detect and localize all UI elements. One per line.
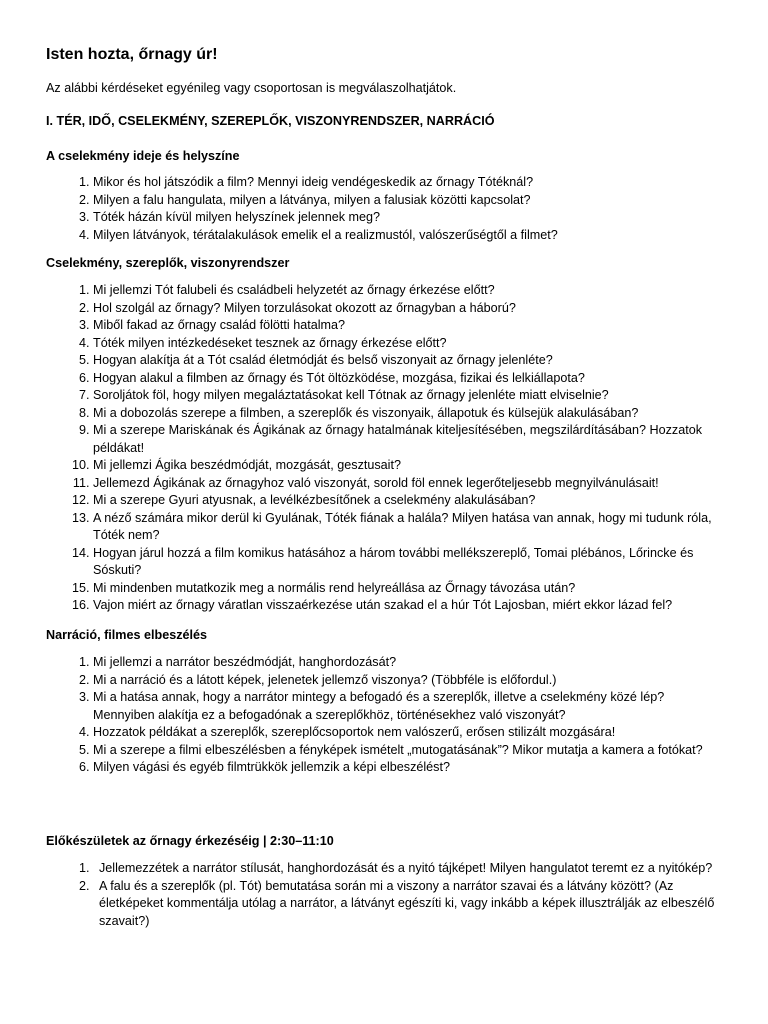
- list-item: 2. Milyen a falu hangulata, milyen a látványa, milyen a falusiak közötti kapcsolat?: [93, 192, 728, 210]
- list-item: 16. Vajon miért az őrnagy váratlan visszaérkezése után szakad el a húr Tót Lajosban, miért ekkor lázad fel?: [93, 597, 728, 615]
- list-item: 5. Hogyan alakítja át a Tót család életmódját és belső viszonyait az őrnagy jelenléte?: [93, 352, 728, 370]
- list-item: 12. Mi a szerepe Gyuri atyusnak, a levélkézbesítőnek a cselekmény alakulásában?: [93, 492, 728, 510]
- part-heading: I. TÉR, IDŐ, CSELEKMÉNY, SZEREPLŐK, VISZONYRENDSZER, NARRÁCIÓ: [46, 114, 495, 128]
- section-heading: Előkészületek az őrnagy érkezéséig | 2:30–11:10: [46, 834, 334, 848]
- intro-text: Az alábbi kérdéseket egyénileg vagy csoportosan is megválaszolhatjátok.: [46, 81, 457, 95]
- list-item: 4. Hozzatok példákat a szereplők, szereplőcsoportok nem valószerű, erősen stilizált mozgására!: [93, 724, 728, 742]
- section-heading: A cselekmény ideje és helyszíne: [46, 149, 240, 163]
- list-item: 10. Mi jellemzi Ágika beszédmódját, mozgását, gesztusait?: [93, 457, 728, 475]
- page-title: Isten hozta, őrnagy úr!: [46, 46, 218, 63]
- question-list: [46, 654, 728, 777]
- list-item: 9. Mi a szerepe Mariskának és Ágikának az őrnagy hatalmának kiteljesítésében, megszilárdításában? Hozzatok példákat!: [93, 422, 728, 457]
- list-item: 5. Mi a szerepe a filmi elbeszélésben a fényképek ismételt „mutogatásának”? Mikor mutatja a kamera a fotókat?: [93, 742, 728, 760]
- list-item: 6. Milyen vágási és egyéb filmtrükkök jellemzik a képi elbeszélést?: [93, 759, 728, 777]
- list-item: 14. Hogyan járul hozzá a film komikus hatásához a három további mellékszereplő, Tomai plébános, Lőrincke és Sóskuti?: [93, 545, 728, 580]
- question-list: [46, 282, 728, 615]
- question-list: [46, 174, 728, 244]
- list-item: 8. Mi a dobozolás szerepe a filmben, a szereplők és viszonyaik, állapotuk és külsejük alakulásában?: [93, 405, 728, 423]
- list-item: 2. Hol szolgál az őrnagy? Milyen torzulásokat okozott az őrnagyban a háború?: [93, 300, 728, 318]
- list-item: 2. Mi a narráció és a látott képek, jelenetek jellemző viszonya? (Többféle is előfordul.): [93, 672, 728, 690]
- list-item: 1. Mi jellemzi Tót falubeli és családbeli helyzetét az őrnagy érkezése előtt?: [93, 282, 728, 300]
- list-item: 7. Soroljátok föl, hogy milyen megaláztatásokat kell Tótnak az őrnagy jelenléte miatt elviselnie?: [93, 387, 728, 405]
- list-item: 3. Miből fakad az őrnagy család fölötti hatalma?: [93, 317, 728, 335]
- list-item: 13. A néző számára mikor derül ki Gyulának, Tóték fiának a halála? Milyen hatása van annak, hogy mi tudunk róla, Tóték nem?: [93, 510, 728, 545]
- list-item: 1. Mi jellemzi a narrátor beszédmódját, hanghordozását?: [93, 654, 728, 672]
- list-item: 3. Mi a hatása annak, hogy a narrátor mintegy a befogadó és a szereplők, illetve a cselekmény közé lép? Mennyiben alakítja ez a befogadónak a szereplőkhöz, történésekhez való viszonyát?: [93, 689, 728, 724]
- list-item: 15. Mi mindenben mutatkozik meg a normális rend helyreállása az Őrnagy távozása után?: [93, 580, 728, 598]
- list-item: 11. Jellemezd Ágikának az őrnagyhoz való viszonyát, sorold föl ennek legerőteljesebb megnyilvánulásait!: [93, 475, 728, 493]
- list-item: 1. Jellemezzétek a narrátor stílusát, hanghordozását és a nyitó tájképet! Milyen hangulatot teremt ez a nyitókép?: [93, 860, 728, 878]
- list-item: 1. Mikor és hol játszódik a film? Mennyi ideig vendégeskedik az őrnagy Tótéknál?: [93, 174, 728, 192]
- list-item: 6. Hogyan alakul a filmben az őrnagy és Tót öltözködése, mozgása, fizikai és lelkiállapota?: [93, 370, 728, 388]
- section-heading: Narráció, filmes elbeszélés: [46, 628, 208, 642]
- list-item: 4. Milyen látványok, térátalakulások emelik el a realizmustól, valószerűségtől a filmet?: [93, 227, 728, 245]
- list-item: 4. Tóték milyen intézkedéseket tesznek az őrnagy érkezése előtt?: [93, 335, 728, 353]
- list-item: 3. Tóték házán kívül milyen helyszínek jelennek meg?: [93, 209, 728, 227]
- section-heading: Cselekmény, szereplők, viszonyrendszer: [46, 256, 290, 270]
- question-list: [46, 860, 728, 930]
- list-item: 2. A falu és a szereplők (pl. Tót) bemutatása során mi a viszony a narrátor szavai és a látvány között? (Az életképeket kommentálja utólag a narrátor, a látványt egészíti ki, vagy inkább a képek illusztrálják az elbeszélő szavait?): [93, 878, 728, 931]
